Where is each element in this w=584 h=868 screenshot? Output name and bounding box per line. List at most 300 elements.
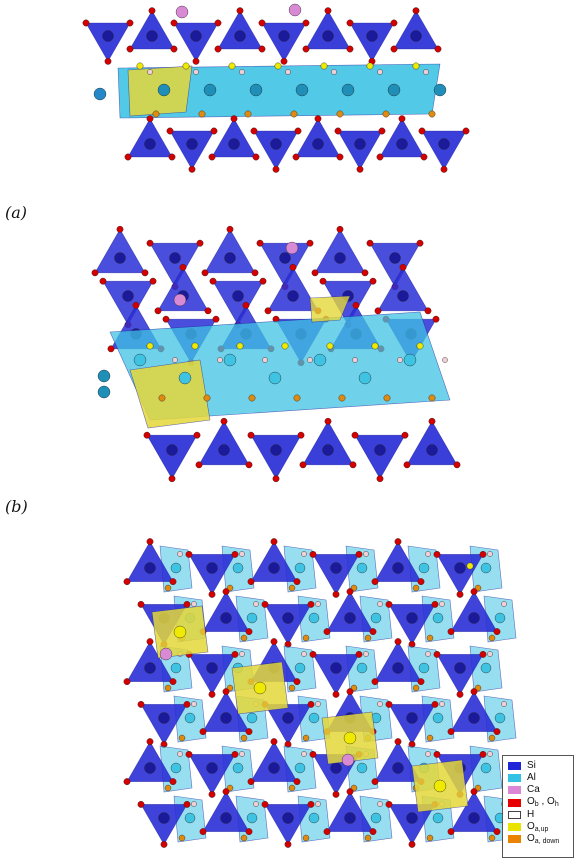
oxygen-atom bbox=[347, 688, 353, 694]
oxygen-atom bbox=[379, 128, 385, 134]
oxygen-atom bbox=[386, 701, 392, 707]
oxygen-atom bbox=[400, 264, 406, 270]
oxygen-up-atom bbox=[434, 780, 446, 792]
oxygen-atom bbox=[171, 46, 177, 52]
legend-item-ca bbox=[508, 784, 570, 796]
oxygen-atom bbox=[127, 46, 133, 52]
oxygen-atom bbox=[347, 20, 353, 26]
oxygen-atom bbox=[352, 432, 358, 438]
si-tetrahedron bbox=[350, 23, 394, 61]
al-atom bbox=[247, 613, 257, 623]
oxygen-atom bbox=[367, 240, 373, 246]
si-atom bbox=[375, 445, 386, 456]
oxygen-atom bbox=[184, 801, 190, 807]
oxygen-atom bbox=[320, 278, 326, 284]
oxygen-atom bbox=[197, 240, 203, 246]
oxygen-down-atom bbox=[153, 111, 159, 117]
hydrogen-atom bbox=[301, 551, 306, 556]
al-atom bbox=[434, 84, 446, 96]
oxygen-atom bbox=[215, 20, 221, 26]
oxygen-atom bbox=[395, 538, 401, 544]
si-atom bbox=[170, 253, 181, 264]
oxygen-up-atom bbox=[147, 343, 153, 349]
oxygen-up-atom bbox=[321, 63, 327, 69]
oxygen-atom bbox=[494, 728, 500, 734]
oxygen-down-atom bbox=[241, 835, 247, 841]
si-tetrahedron bbox=[150, 243, 200, 287]
oxygen-up-atom bbox=[174, 626, 186, 638]
oxygen-down-atom bbox=[303, 735, 309, 741]
si-atom bbox=[283, 713, 294, 724]
hydrogen-atom bbox=[262, 357, 267, 362]
oxygen-atom bbox=[417, 240, 423, 246]
legend-swatch-si bbox=[508, 762, 521, 770]
oxygen-atom bbox=[147, 116, 153, 122]
hydrogen-atom bbox=[352, 357, 357, 362]
oxygen-atom bbox=[298, 432, 304, 438]
oxygen-atom bbox=[133, 302, 139, 308]
oxygen-atom bbox=[184, 701, 190, 707]
al-atom bbox=[204, 84, 216, 96]
al-atom bbox=[224, 354, 236, 366]
al-atom bbox=[481, 563, 491, 573]
al-atom bbox=[295, 763, 305, 773]
oxygen-atom bbox=[325, 418, 331, 424]
oxygen-atom bbox=[163, 316, 169, 322]
legend-label-ob: $O_b$ , $O_h$ bbox=[527, 796, 559, 809]
si-atom bbox=[219, 445, 230, 456]
oxygen-atom bbox=[205, 308, 211, 314]
oxygen-atom bbox=[273, 476, 279, 482]
al-atom bbox=[309, 713, 319, 723]
oxygen-atom bbox=[155, 308, 161, 314]
al-atom bbox=[233, 763, 243, 773]
oxygen-atom bbox=[147, 638, 153, 644]
oxygen-atom bbox=[435, 46, 441, 52]
al-atom bbox=[233, 563, 243, 573]
oxygen-atom bbox=[375, 308, 381, 314]
oxygen-atom bbox=[108, 346, 114, 352]
hydrogen-atom bbox=[239, 751, 244, 756]
al-atom bbox=[247, 813, 257, 823]
oxygen-atom bbox=[454, 462, 460, 468]
oxygen-down-atom bbox=[489, 835, 495, 841]
si-tetrahedron bbox=[378, 267, 428, 311]
oxygen-atom bbox=[377, 476, 383, 482]
al-atom bbox=[179, 372, 191, 384]
si-tetrahedron bbox=[260, 243, 310, 287]
oxygen-atom bbox=[480, 651, 486, 657]
oxygen-atom bbox=[457, 591, 463, 597]
ca-side-atom bbox=[94, 88, 106, 100]
si-atom bbox=[103, 31, 114, 42]
oxygen-atom bbox=[138, 801, 144, 807]
si-atom bbox=[221, 613, 232, 624]
al-atom bbox=[309, 813, 319, 823]
hydrogen-atom bbox=[425, 651, 430, 656]
hydrogen-atom bbox=[193, 69, 198, 74]
si-atom bbox=[145, 139, 156, 150]
oxygen-atom bbox=[223, 588, 229, 594]
oxygen-atom bbox=[246, 728, 252, 734]
oxygen-atom bbox=[221, 418, 227, 424]
al-atom bbox=[404, 354, 416, 366]
oxygen-up-atom bbox=[137, 63, 143, 69]
si-atom bbox=[345, 613, 356, 624]
si-atom bbox=[393, 763, 404, 774]
calcium-atom bbox=[289, 4, 301, 16]
al-atom bbox=[359, 372, 371, 384]
si-atom bbox=[335, 253, 346, 264]
oxygen-atom bbox=[161, 841, 167, 847]
si-atom bbox=[393, 563, 404, 574]
oxygen-atom bbox=[194, 432, 200, 438]
oxygen-up-atom bbox=[417, 343, 423, 349]
si-atom bbox=[269, 563, 280, 574]
si-atom bbox=[115, 253, 126, 264]
hydrogen-atom bbox=[217, 357, 222, 362]
oxygen-up-atom bbox=[367, 63, 373, 69]
oxygen-atom bbox=[149, 8, 155, 14]
hydrogen-atom bbox=[191, 601, 196, 606]
legend-item-oadown bbox=[508, 833, 570, 845]
oxygen-down-atom bbox=[291, 111, 297, 117]
hydrogen-atom bbox=[442, 357, 447, 362]
oxygen-atom bbox=[377, 154, 383, 160]
si-atom bbox=[271, 139, 282, 150]
oxygen-atom bbox=[409, 841, 415, 847]
oxygen-down-atom bbox=[365, 635, 371, 641]
oxygen-atom bbox=[434, 751, 440, 757]
oxygen-up-atom bbox=[344, 732, 356, 744]
si-atom bbox=[313, 139, 324, 150]
oxygen-atom bbox=[124, 778, 130, 784]
oxygen-atom bbox=[232, 651, 238, 657]
oxygen-atom bbox=[370, 278, 376, 284]
oxygen-atom bbox=[372, 678, 378, 684]
hydrogen-atom bbox=[439, 701, 444, 706]
legend-label-h: H bbox=[527, 808, 535, 820]
al-atom bbox=[171, 763, 181, 773]
al-atom bbox=[342, 84, 354, 96]
oxygen-atom bbox=[265, 308, 271, 314]
oxygen-down-atom bbox=[165, 685, 171, 691]
oxygen-atom bbox=[281, 58, 287, 64]
oxygen-down-atom bbox=[429, 395, 435, 401]
oxygen-atom bbox=[184, 601, 190, 607]
al-atom bbox=[371, 813, 381, 823]
hydrogen-atom bbox=[253, 601, 258, 606]
si-atom bbox=[271, 445, 282, 456]
al-atom bbox=[185, 713, 195, 723]
hydrogen-atom bbox=[253, 801, 258, 806]
al-atom bbox=[357, 563, 367, 573]
legend-item-si bbox=[508, 760, 570, 772]
oxygen-down-atom bbox=[427, 635, 433, 641]
oxygen-atom bbox=[315, 116, 321, 122]
oxygen-atom bbox=[271, 638, 277, 644]
legend-item-al bbox=[508, 772, 570, 784]
si-atom bbox=[207, 563, 218, 574]
oxygen-atom bbox=[294, 678, 300, 684]
oxygen-atom bbox=[193, 58, 199, 64]
oxygen-atom bbox=[434, 651, 440, 657]
oxygen-up-atom bbox=[372, 343, 378, 349]
oxygen-atom bbox=[124, 678, 130, 684]
oxygen-atom bbox=[391, 46, 397, 52]
si-tetrahedron bbox=[315, 229, 365, 272]
hydrogen-atom bbox=[172, 357, 177, 362]
hydrogen-atom bbox=[377, 69, 382, 74]
si-tetrahedron bbox=[205, 229, 255, 272]
oxygen-atom bbox=[243, 302, 249, 308]
oxygen-atom bbox=[237, 8, 243, 14]
oxygen-down-atom bbox=[384, 395, 390, 401]
oxygen-atom bbox=[356, 551, 362, 557]
oxygen-down-atom bbox=[429, 111, 435, 117]
si-atom bbox=[398, 291, 409, 302]
oxygen-atom bbox=[189, 166, 195, 172]
oxygen-atom bbox=[147, 538, 153, 544]
oxygen-atom bbox=[259, 20, 265, 26]
al-atom bbox=[171, 563, 181, 573]
oxygen-atom bbox=[471, 588, 477, 594]
oxygen-atom bbox=[421, 154, 427, 160]
si-atom bbox=[280, 253, 291, 264]
si-atom bbox=[411, 31, 422, 42]
legend-swatch-al bbox=[508, 774, 521, 782]
oxygen-atom bbox=[248, 778, 254, 784]
panel-b-tilted-view bbox=[92, 226, 460, 482]
al-atom bbox=[371, 613, 381, 623]
si-atom bbox=[167, 445, 178, 456]
oxygen-atom bbox=[429, 418, 435, 424]
si-atom bbox=[187, 139, 198, 150]
hydrogen-atom bbox=[315, 801, 320, 806]
oxygen-down-atom bbox=[159, 395, 165, 401]
oxygen-atom bbox=[170, 678, 176, 684]
oxygen-atom bbox=[347, 46, 353, 52]
oxygen-atom bbox=[307, 240, 313, 246]
si-atom bbox=[323, 445, 334, 456]
al-atom bbox=[433, 613, 443, 623]
oxygen-down-atom bbox=[245, 111, 251, 117]
oxygen-atom bbox=[223, 788, 229, 794]
si-atom bbox=[407, 713, 418, 724]
hydrogen-atom bbox=[147, 69, 152, 74]
hydrogen-atom bbox=[363, 651, 368, 656]
oxygen-down-atom bbox=[413, 685, 419, 691]
oxygen-atom bbox=[357, 166, 363, 172]
oxygen-atom bbox=[213, 316, 219, 322]
oxygen-atom bbox=[350, 462, 356, 468]
hydrogen-atom bbox=[301, 751, 306, 756]
oxygen-down-atom bbox=[337, 111, 343, 117]
oxygen-atom bbox=[404, 462, 410, 468]
al-atom bbox=[185, 813, 195, 823]
calcium-atom bbox=[176, 6, 188, 18]
oxygen-down-atom bbox=[289, 685, 295, 691]
oxygen-atom bbox=[251, 128, 257, 134]
oxygen-atom bbox=[395, 738, 401, 744]
legend-item-h bbox=[508, 809, 570, 821]
oxygen-atom bbox=[186, 751, 192, 757]
oxygen-atom bbox=[209, 154, 215, 160]
si-atom bbox=[288, 291, 299, 302]
oxygen-atom bbox=[252, 270, 258, 276]
si-atom bbox=[145, 663, 156, 674]
oxygen-atom bbox=[463, 128, 469, 134]
oxygen-atom bbox=[418, 678, 424, 684]
si-tetrahedron bbox=[370, 243, 420, 287]
oxygen-atom bbox=[324, 628, 330, 634]
oxygen-atom bbox=[308, 801, 314, 807]
oxygen-atom bbox=[312, 270, 318, 276]
hydrogen-atom bbox=[315, 701, 320, 706]
al-atom bbox=[295, 663, 305, 673]
si-atom bbox=[455, 563, 466, 574]
hydrogen-atom bbox=[425, 751, 430, 756]
al-atom bbox=[295, 563, 305, 573]
oxygen-atom bbox=[386, 601, 392, 607]
oxygen-atom bbox=[215, 46, 221, 52]
oxygen-atom bbox=[117, 226, 123, 232]
legend-item-oaup bbox=[508, 821, 570, 833]
legend-swatch-oadown bbox=[508, 835, 521, 843]
al-atom bbox=[134, 354, 146, 366]
oxygen-atom bbox=[294, 778, 300, 784]
si-tetrahedron bbox=[147, 435, 197, 479]
oxygen-up-atom bbox=[192, 343, 198, 349]
oxygen-atom bbox=[335, 128, 341, 134]
oxygen-down-atom bbox=[413, 585, 419, 591]
si-atom bbox=[207, 763, 218, 774]
oxygen-atom bbox=[448, 828, 454, 834]
si-tetrahedron bbox=[86, 23, 130, 61]
oxygen-atom bbox=[271, 538, 277, 544]
oxygen-atom bbox=[273, 166, 279, 172]
calcium-atom bbox=[160, 648, 172, 660]
si-tetrahedron bbox=[199, 421, 249, 465]
oxygen-atom bbox=[211, 128, 217, 134]
oxygen-atom bbox=[186, 551, 192, 557]
oxygen-atom bbox=[196, 462, 202, 468]
si-atom bbox=[407, 613, 418, 624]
oxygen-down-atom bbox=[383, 111, 389, 117]
oxygen-atom bbox=[347, 588, 353, 594]
oxygen-down-atom bbox=[199, 111, 205, 117]
hydrogen-atom bbox=[239, 69, 244, 74]
si-atom bbox=[123, 291, 134, 302]
oxygen-atom bbox=[170, 578, 176, 584]
si-atom bbox=[393, 663, 404, 674]
oxygen-atom bbox=[433, 316, 439, 322]
oxygen-up-atom bbox=[237, 343, 243, 349]
oxygen-atom bbox=[372, 578, 378, 584]
hydrogen-atom bbox=[377, 601, 382, 606]
si-atom bbox=[455, 663, 466, 674]
legend-item-ob bbox=[508, 797, 570, 809]
oxygen-down-atom bbox=[427, 735, 433, 741]
oxygen-atom bbox=[362, 270, 368, 276]
si-atom bbox=[235, 31, 246, 42]
oxygen-down-atom bbox=[365, 835, 371, 841]
legend-swatch-ca bbox=[508, 786, 521, 794]
legend-label-al: Al bbox=[527, 772, 536, 784]
hydrogen-atom bbox=[487, 751, 492, 756]
oxygen-atom bbox=[293, 154, 299, 160]
si-tetrahedron bbox=[212, 119, 256, 157]
oxygen-atom bbox=[246, 628, 252, 634]
oxygen-atom bbox=[253, 154, 259, 160]
si-atom bbox=[407, 813, 418, 824]
oxygen-up-atom bbox=[254, 682, 266, 694]
oxygen-atom bbox=[200, 828, 206, 834]
oxygen-atom bbox=[337, 154, 343, 160]
oxygen-atom bbox=[372, 778, 378, 784]
oxygen-atom bbox=[310, 551, 316, 557]
oxygen-atom bbox=[308, 601, 314, 607]
hydrogen-atom bbox=[425, 551, 430, 556]
oxygen-atom bbox=[356, 651, 362, 657]
caption-a: (a) bbox=[5, 203, 28, 222]
oxygen-atom bbox=[353, 302, 359, 308]
legend-swatch-h bbox=[508, 811, 521, 819]
si-atom bbox=[427, 445, 438, 456]
oxygen-atom bbox=[300, 462, 306, 468]
oxygen-atom bbox=[105, 58, 111, 64]
oxygen-atom bbox=[448, 728, 454, 734]
oxygen-down-atom bbox=[179, 735, 185, 741]
oxygen-atom bbox=[295, 128, 301, 134]
oxygen-atom bbox=[333, 791, 339, 797]
si-atom bbox=[469, 613, 480, 624]
oxygen-atom bbox=[127, 20, 133, 26]
oxygen-atom bbox=[402, 432, 408, 438]
si-atom bbox=[331, 663, 342, 674]
oxygen-atom bbox=[386, 801, 392, 807]
si-atom bbox=[345, 813, 356, 824]
calcium-atom bbox=[342, 754, 354, 766]
oxygen-atom bbox=[262, 801, 268, 807]
oxygen-atom bbox=[138, 701, 144, 707]
oxygen-atom bbox=[399, 116, 405, 122]
oxygen-atom bbox=[337, 226, 343, 232]
si-atom bbox=[397, 139, 408, 150]
legend-label-ca: Ca bbox=[527, 784, 540, 796]
si-tetrahedron bbox=[380, 119, 424, 157]
si-tetrahedron bbox=[262, 23, 306, 61]
oxygen-atom bbox=[248, 578, 254, 584]
si-atom bbox=[279, 31, 290, 42]
oxygen-down-atom bbox=[289, 585, 295, 591]
oxygen-atom bbox=[124, 578, 130, 584]
oxygen-atom bbox=[100, 278, 106, 284]
si-tetrahedron bbox=[218, 11, 262, 49]
al-atom bbox=[419, 663, 429, 673]
si-tetrahedron bbox=[254, 131, 298, 169]
oxygen-atom bbox=[494, 628, 500, 634]
oxygen-atom bbox=[285, 841, 291, 847]
hydrogen-atom bbox=[363, 551, 368, 556]
si-tetrahedron bbox=[394, 11, 438, 49]
hydrogen-atom bbox=[177, 551, 182, 556]
si-tetrahedron bbox=[355, 435, 405, 479]
oxygen-atom bbox=[257, 240, 263, 246]
oxygen-atom bbox=[471, 788, 477, 794]
oxygen-atom bbox=[395, 638, 401, 644]
hydrogen-atom bbox=[191, 801, 196, 806]
